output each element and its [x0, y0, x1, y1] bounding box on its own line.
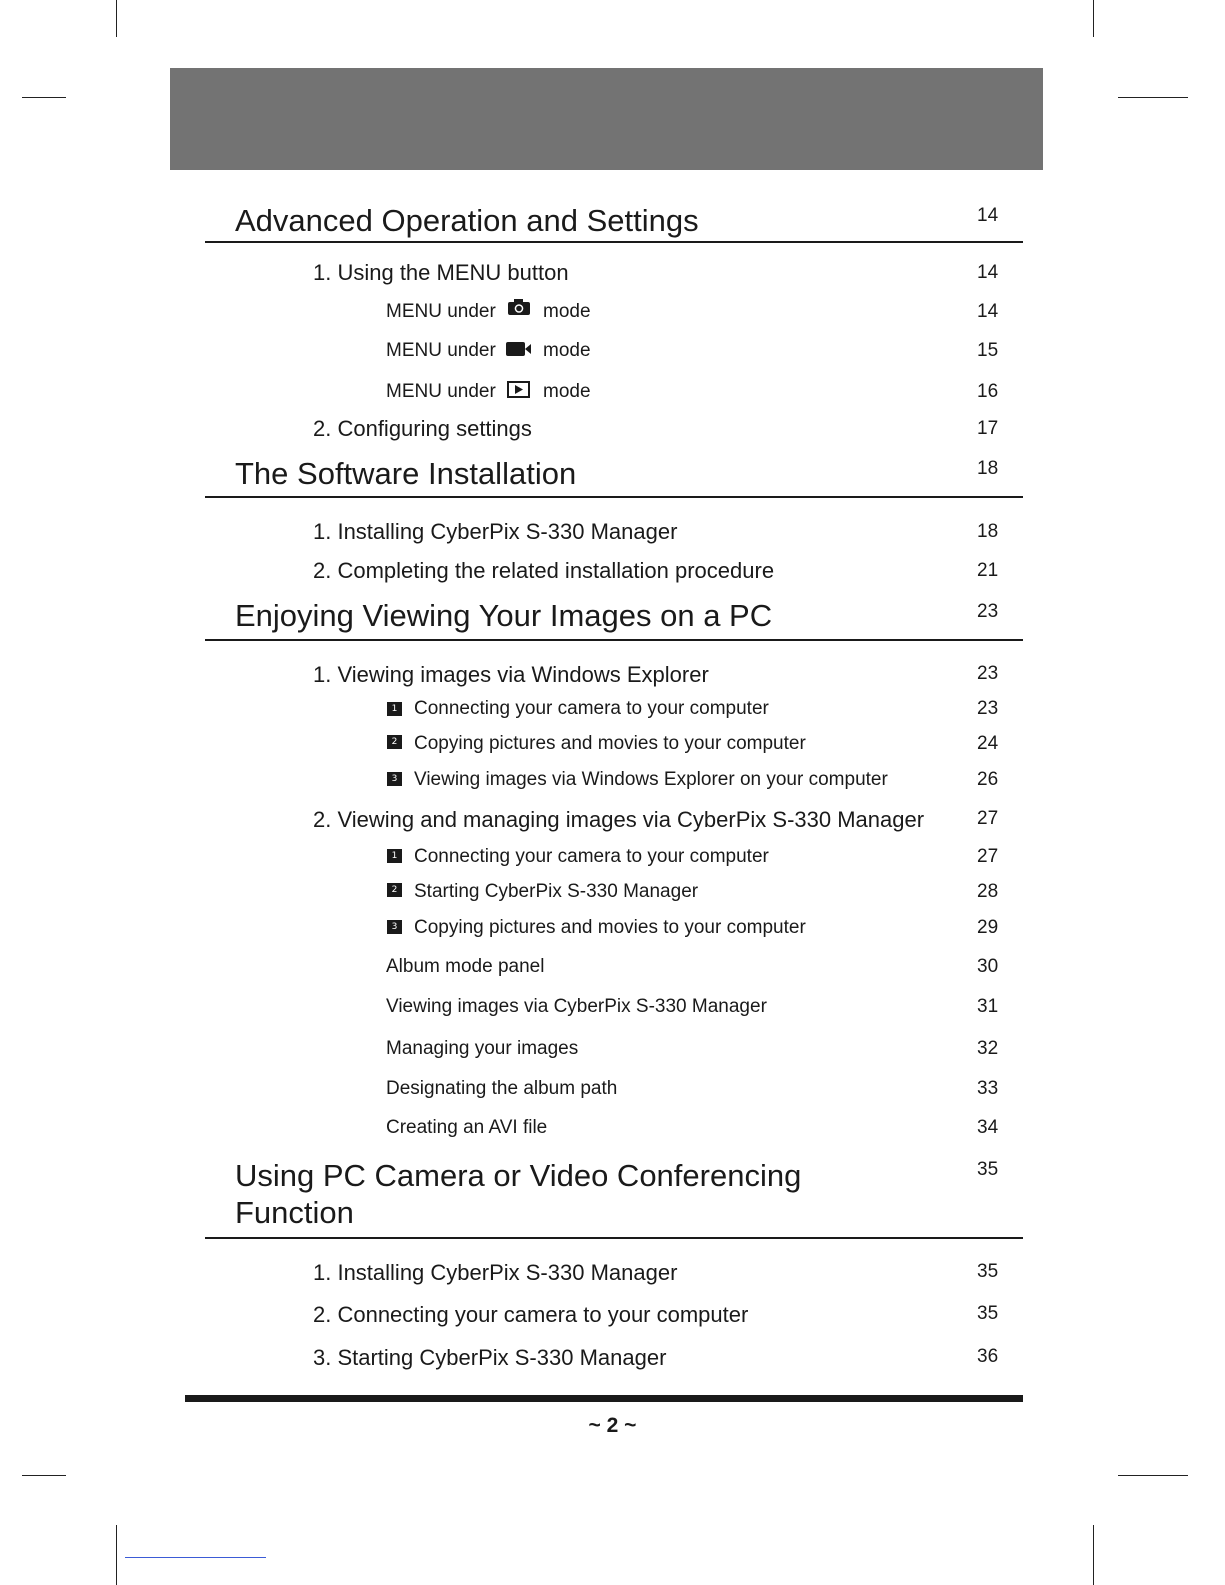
toc-item: 1. Using the MENU button	[313, 260, 569, 285]
toc-subitem: Creating an AVI file	[386, 1117, 548, 1138]
page-ref: 18	[977, 458, 999, 479]
toc-subitem: Designating the album path	[386, 1078, 618, 1099]
toc-subitem: Album mode panel	[386, 956, 545, 977]
page-ref: 34	[977, 1117, 999, 1138]
step-number-badge: 1	[387, 702, 402, 716]
step-number-badge: 2	[387, 883, 402, 897]
page-ref: 14	[977, 262, 999, 283]
toc-item: 2. Completing the related installation procedure	[313, 558, 775, 583]
page-ref: 27	[977, 808, 999, 829]
toc-step: Viewing images via Windows Explorer on your computer	[414, 769, 888, 790]
crop-mark	[22, 1475, 66, 1476]
step-number-badge: 3	[387, 772, 402, 786]
section-rule	[205, 241, 1023, 243]
step-number-badge: 3	[387, 920, 402, 934]
page-ref: 17	[977, 418, 999, 439]
page-ref: 33	[977, 1078, 999, 1099]
camera-icon	[507, 298, 531, 316]
page-ref: 14	[977, 301, 999, 322]
page-ref: 30	[977, 956, 999, 977]
toc-item: 1. Installing CyberPix S-330 Manager	[313, 519, 678, 544]
toc-subitem-suffix: mode	[543, 340, 591, 361]
toc-subitem-suffix: mode	[543, 381, 591, 402]
header-band	[170, 68, 1043, 170]
video-camera-icon	[505, 341, 532, 357]
toc-step: Copying pictures and movies to your computer	[414, 733, 806, 754]
step-number-badge: 2	[387, 735, 402, 749]
page-ref: 36	[977, 1346, 999, 1367]
toc-item: 2. Configuring settings	[313, 416, 532, 441]
crop-mark	[116, 1525, 117, 1585]
page-ref: 28	[977, 881, 999, 902]
step-number-badge: 1	[387, 849, 402, 863]
section-rule	[205, 639, 1023, 641]
toc-item: 1. Installing CyberPix S-330 Manager	[313, 1260, 678, 1285]
page-ref: 26	[977, 769, 999, 790]
toc-subitem-prefix: MENU under	[386, 340, 496, 361]
toc-item: 3. Starting CyberPix S-330 Manager	[313, 1345, 667, 1370]
page-number: ~ 2 ~	[588, 1414, 637, 1437]
crop-mark	[1093, 1525, 1094, 1585]
toc-step: Connecting your camera to your computer	[414, 846, 769, 867]
section-title-continued: Function	[235, 1195, 354, 1230]
page-ref: 24	[977, 733, 999, 754]
page-ref: 35	[977, 1159, 999, 1180]
page-ref: 27	[977, 846, 999, 867]
section-title: The Software Installation	[235, 456, 577, 491]
toc-subitem-prefix: MENU under	[386, 381, 496, 402]
page-ref: 32	[977, 1038, 999, 1059]
toc-step: Connecting your camera to your computer	[414, 698, 769, 719]
page-ref: 18	[977, 521, 999, 542]
footer-rule	[185, 1395, 1023, 1402]
page-ref: 31	[977, 996, 999, 1017]
section-rule	[205, 496, 1023, 498]
page-ref: 29	[977, 917, 999, 938]
page-ref: 35	[977, 1261, 999, 1282]
section-title: Enjoying Viewing Your Images on a PC	[235, 598, 773, 633]
toc-item: 1. Viewing images via Windows Explorer	[313, 662, 709, 687]
section-rule	[205, 1237, 1023, 1239]
toc-item: 2. Viewing and managing images via CyberPix S-330 Manager	[313, 807, 925, 832]
toc-step: Starting CyberPix S-330 Manager	[414, 881, 699, 902]
page-ref: 23	[977, 698, 999, 719]
crop-mark	[116, 0, 117, 37]
crop-mark	[22, 97, 66, 98]
page-ref: 23	[977, 663, 999, 684]
page-ref: 35	[977, 1303, 999, 1324]
accent-line	[125, 1557, 266, 1558]
section-title: Using PC Camera or Video Conferencing	[235, 1158, 802, 1193]
page-ref: 15	[977, 340, 999, 361]
page-ref: 21	[977, 560, 999, 581]
toc-subitem: Managing your images	[386, 1038, 579, 1059]
toc-subitem: Viewing images via CyberPix S-330 Manager	[386, 996, 767, 1017]
section-title: Advanced Operation and Settings	[235, 203, 699, 238]
crop-mark	[1093, 0, 1094, 37]
page-ref: 23	[977, 601, 999, 622]
toc-step: Copying pictures and movies to your computer	[414, 917, 806, 938]
playback-icon	[507, 381, 530, 398]
crop-mark	[1118, 97, 1188, 98]
toc-subitem-suffix: mode	[543, 301, 591, 322]
page-ref: 16	[977, 381, 999, 402]
crop-mark	[1118, 1475, 1188, 1476]
toc-subitem-prefix: MENU under	[386, 301, 496, 322]
page-ref: 14	[977, 205, 999, 226]
toc-item: 2. Connecting your camera to your computer	[313, 1302, 749, 1327]
